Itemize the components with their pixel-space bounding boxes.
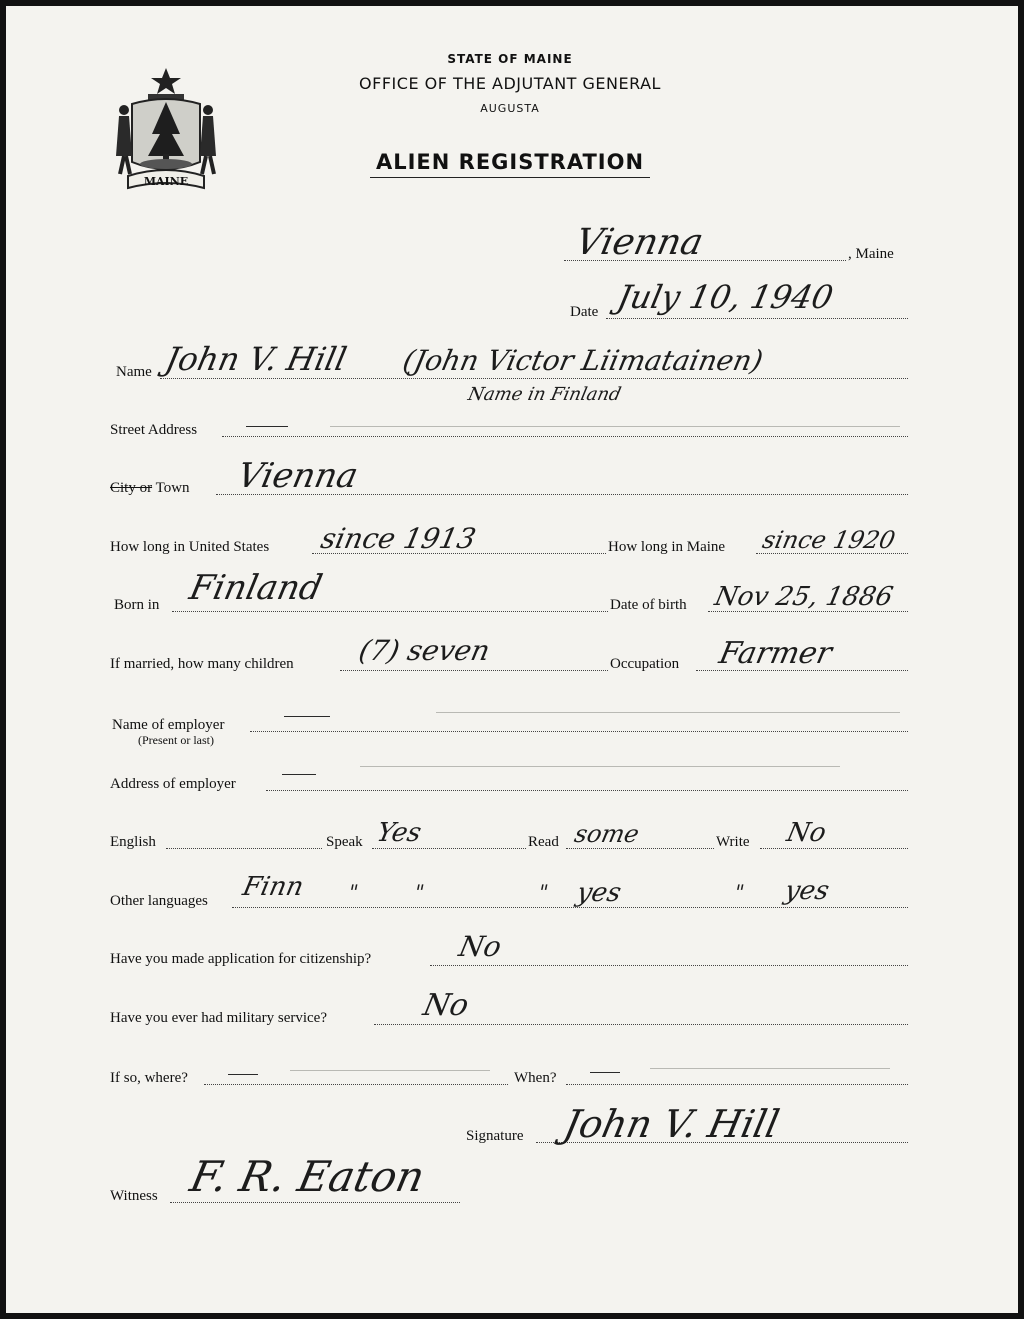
- speak-label: Speak: [326, 834, 363, 850]
- street-address-dash: [246, 426, 288, 427]
- witness-value: F. R. Eaton: [186, 1152, 429, 1201]
- other-languages-label: Other languages: [110, 893, 208, 909]
- write-value: No: [784, 818, 829, 848]
- other-languages-line: [232, 907, 908, 908]
- date-label: Date: [570, 304, 599, 320]
- when-dash: [590, 1072, 620, 1073]
- name-line: [160, 378, 908, 379]
- occupation-label: Occupation: [610, 656, 680, 672]
- military-line: [374, 1024, 908, 1025]
- us-duration-value: since 1913: [318, 522, 479, 555]
- other-language-name: Finn: [240, 872, 307, 902]
- city-or-struck: City or: [110, 480, 153, 496]
- born-in-label: Born in: [114, 597, 160, 613]
- occupation-value: Farmer: [716, 636, 836, 671]
- when-line: [566, 1084, 908, 1085]
- seal-lettering: MAINE: [143, 175, 189, 188]
- other-write-value: yes: [782, 876, 832, 906]
- title-underline: [370, 177, 650, 178]
- dob-label: Date of birth: [610, 597, 687, 613]
- signature-value: John V. Hill: [560, 1102, 784, 1146]
- speak-value: Yes: [374, 818, 425, 848]
- write-line: [760, 848, 908, 849]
- street-address-label: Street Address: [110, 422, 198, 438]
- where-label: If so, where?: [110, 1070, 188, 1086]
- military-value: No: [420, 988, 472, 1023]
- town-label: [110, 480, 190, 497]
- children-line: [340, 670, 608, 671]
- citizenship-label: Have you made application for citizenship?: [110, 951, 372, 967]
- date-line: [606, 318, 908, 319]
- date-value: July 10, 1940: [614, 278, 837, 316]
- employer-address-line: [266, 790, 908, 791]
- employer-line: [250, 731, 908, 732]
- ditto-1: ": [346, 880, 361, 904]
- town-word: Town: [155, 480, 190, 496]
- speak-line: [372, 848, 526, 849]
- maine-duration-value: since 1920: [760, 526, 898, 554]
- maine-duration-label: How long in Maine: [608, 539, 726, 555]
- name-finnish: (John Victor Liimatainen): [400, 344, 766, 377]
- employer-dash: [284, 716, 330, 717]
- name-value: John V. Hill: [162, 340, 351, 378]
- town-value: Vienna: [234, 456, 362, 496]
- read-value: some: [572, 820, 642, 848]
- ditto-2: ": [412, 880, 427, 904]
- citizenship-line: [430, 965, 908, 966]
- children-value: (7) seven: [356, 634, 493, 667]
- state-heading: STATE OF MAINE: [447, 52, 573, 66]
- military-label: Have you ever had military service?: [110, 1010, 327, 1026]
- signature-label: Signature: [466, 1128, 524, 1144]
- read-line: [566, 848, 714, 849]
- street-address-line: [222, 436, 908, 437]
- dob-value: Nov 25, 1886: [712, 582, 896, 612]
- when-label: When?: [514, 1070, 557, 1086]
- name-label: Name: [116, 364, 152, 380]
- employer-address-dash: [282, 774, 316, 775]
- place-suffix: , Maine: [848, 246, 894, 262]
- born-in-line: [172, 611, 608, 612]
- ditto-4: ": [732, 880, 747, 904]
- us-duration-label: How long in United States: [110, 539, 270, 555]
- english-label: English: [110, 834, 156, 850]
- read-label: Read: [528, 834, 559, 850]
- write-label: Write: [716, 834, 750, 850]
- born-in-value: Finland: [186, 568, 326, 608]
- form-title: ALIEN REGISTRATION: [375, 150, 645, 174]
- other-read-value: yes: [574, 878, 624, 908]
- employer-sublabel: (Present or last): [138, 733, 214, 747]
- witness-line: [170, 1202, 460, 1203]
- office-heading: OFFICE OF THE ADJUTANT GENERAL: [359, 74, 661, 93]
- english-line: [166, 848, 322, 849]
- children-label: If married, how many children: [110, 656, 294, 672]
- ditto-3: ": [536, 880, 551, 904]
- place-value: Vienna: [572, 222, 707, 263]
- employer-address-label: Address of employer: [110, 776, 236, 792]
- where-dash: [228, 1074, 258, 1075]
- employer-label: Name of employer: [112, 717, 225, 733]
- where-line: [204, 1084, 508, 1085]
- city-heading: AUGUSTA: [480, 102, 540, 115]
- witness-label: Witness: [110, 1188, 158, 1204]
- citizenship-value: No: [456, 930, 505, 963]
- name-finland-note: Name in Finland: [466, 384, 623, 405]
